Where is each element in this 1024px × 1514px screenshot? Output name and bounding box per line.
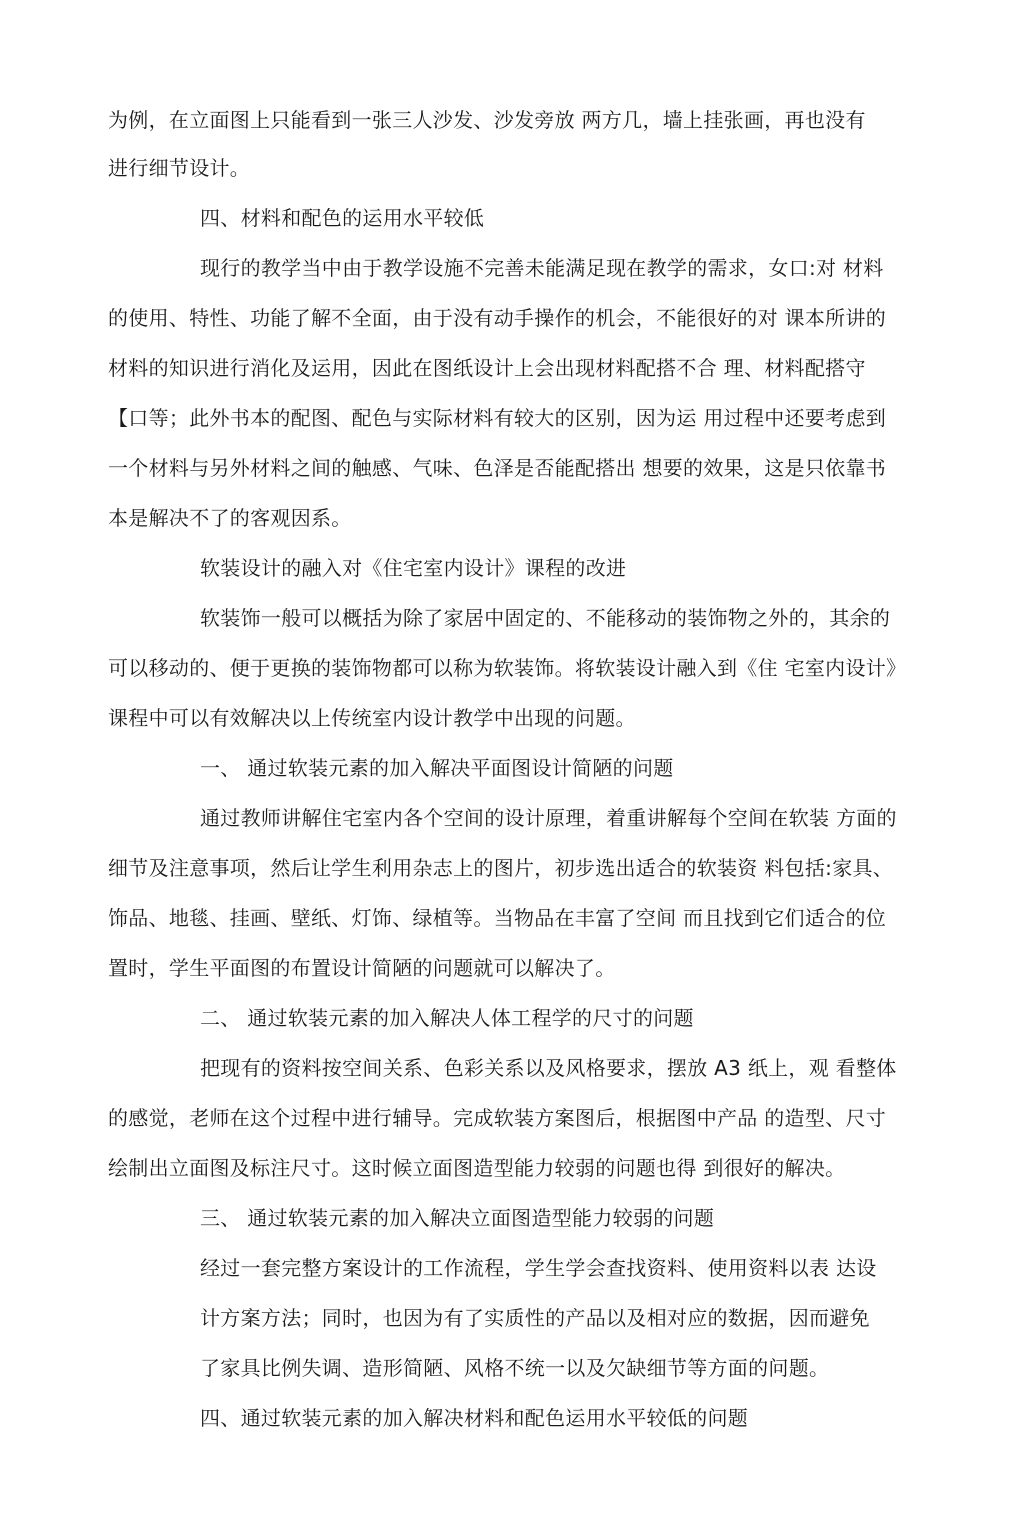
- text-line: 绘制出立面图及标注尺寸。这时候立面图造型能力较弱的问题也得 到很好的解决。: [108, 1156, 846, 1180]
- text-line: 置时，学生平面图的布置设计简陋的问题就可以解决了。: [108, 956, 616, 980]
- section-heading: 软装设计的融入对《住宅室内设计》课程的改进: [200, 556, 627, 580]
- text-line: 为例，在立面图上只能看到一张三人沙发、沙发旁放 两方几，墙上挂张画，再也没有: [108, 108, 866, 132]
- text-line: 的感觉，老师在这个过程中进行辅导。完成软装方案图后，根据图中产品 的造型、尺寸: [108, 1106, 887, 1130]
- text-line: 【口等；此外书本的配图、配色与实际材料有较大的区别，因为运 用过程中还要考虑到: [108, 406, 887, 430]
- section-heading: 四、通过软装元素的加入解决材料和配色运用水平较低的问题: [200, 1406, 749, 1430]
- section-heading: 四、材料和配色的运用水平较低: [200, 206, 485, 230]
- text-line: 进行细节设计。: [108, 156, 251, 180]
- text-line: 通过教师讲解住宅室内各个空间的设计原理，着重讲解每个空间在软装 方面的: [200, 806, 897, 830]
- text-line: 软装饰一般可以概括为除了家居中固定的、不能移动的装饰物之外的，其余的: [200, 606, 891, 630]
- text-line: 课程中可以有效解决以上传统室内设计教学中出现的问题。: [108, 706, 636, 730]
- text-line: 计方案方法；同时，也因为有了实质性的产品以及相对应的数据，因而避免: [200, 1306, 870, 1330]
- text-line: 可以移动的、便于更换的装饰物都可以称为软装饰。将软装设计融入到《住 宅室内设计》: [108, 656, 907, 680]
- text-line: 经过一套完整方案设计的工作流程，学生学会查找资料、使用资料以表 达设: [200, 1256, 877, 1280]
- section-heading: 一、 通过软装元素的加入解决平面图设计简陋的问题: [200, 756, 674, 780]
- text-line: 本是解决不了的客观因系。: [108, 506, 352, 530]
- section-heading: 二、 通过软装元素的加入解决人体工程学的尺寸的问题: [200, 1006, 694, 1030]
- text-line: 的使用、特性、功能了解不全面，由于没有动手操作的机会，不能很好的对 课本所讲的: [108, 306, 887, 330]
- text-line: 饰品、地毯、挂画、壁纸、灯饰、绿植等。当物品在丰富了空间 而且找到它们适合的位: [108, 906, 887, 930]
- text-line: 一个材料与另外材料之间的触感、气味、色泽是否能配搭出 想要的效果，这是只依靠书: [108, 456, 887, 480]
- text-line: 现行的教学当中由于教学设施不完善未能满足现在教学的需求，女口:对 材料: [200, 256, 884, 280]
- text-line: 细节及注意事项，然后让学生利用杂志上的图片，初步选出适合的软装资 料包括:家具、: [108, 856, 894, 880]
- section-heading: 三、 通过软装元素的加入解决立面图造型能力较弱的问题: [200, 1206, 715, 1230]
- text-line: 把现有的资料按空间关系、色彩关系以及风格要求，摆放 A3 纸上，观 看整体: [200, 1056, 897, 1080]
- text-line: 材料的知识进行消化及运用，因此在图纸设计上会出现材料配搭不合 理、材料配搭守: [108, 356, 866, 380]
- text-line: 了家具比例失调、造形简陋、风格不统一以及欠缺细节等方面的问题。: [200, 1356, 830, 1380]
